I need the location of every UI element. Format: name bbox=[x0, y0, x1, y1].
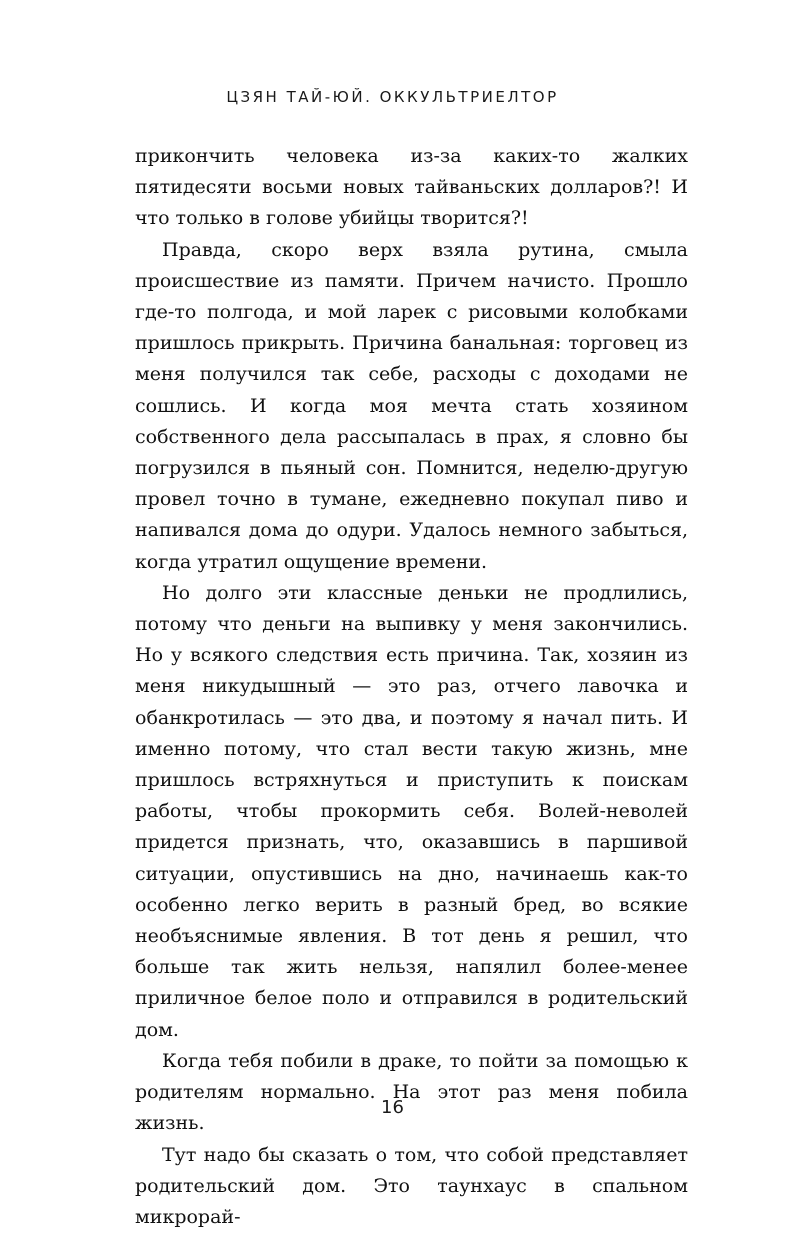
paragraph: Тут надо бы сказать о том, что собой представляет родительский дом. Это таунхаус в спальном микрорай- bbox=[135, 1143, 688, 1228]
paragraph: Правда, скоро верх взяла рутина, смыла происшествие из памяти. Причем начисто. Прошло где-то полгода, и мой ларек с рисовыми колобками пришлось прикрыть. Причина банальная: торговец из меня получился так себе, расходы с доходами не сошлись. И когда моя мечта стать хозяином собственного дела рассыпалась в прах, я словно бы погрузился в пьяный сон. Помнится, неделю-другую провел точно в тумане, ежедневно покупал пиво и напивался дома до одури. Удалось немного забыться, когда утратил ощущение времени. bbox=[135, 238, 688, 573]
running-header: ЦЗЯН ТАЙ-ЮЙ. ОККУЛЬТРИЕЛТОР bbox=[226, 88, 559, 106]
page-number: 16 bbox=[381, 1097, 404, 1118]
body-text bbox=[135, 141, 688, 1233]
paragraph: Когда тебя побили в драке, то пойти за помощью к родителям нормально. На этот раз меня побила жизнь. bbox=[135, 1049, 688, 1135]
paragraph: Но долго эти классные деньки не продлились, потому что деньги на выпивку у меня закончились. Но у всякого следствия есть причина. Так, хозяин из меня никудышный — это раз, отчего лавочка и обанкротилась — это два, и поэтому я начал пить. И именно потому, что стал вести такую жизнь, мне пришлось встряхнуться и приступить к поискам работы, чтобы прокормить себя. Волей-неволей придется признать, что, оказавшись в паршивой ситуации, опустившись на дно, начинаешь как-то особенно легко верить в разный бред, во всякие необъяснимые явления. В тот день я решил, что больше так жить нельзя, напялил более-менее приличное белое поло и отправился в родительский дом. bbox=[135, 581, 688, 1041]
paragraph-continued: прикончить человека из-за каких-то жалких пятидесяти восьми новых тайваньских долларов?! И что только в голове убийцы творится?! bbox=[135, 145, 688, 230]
